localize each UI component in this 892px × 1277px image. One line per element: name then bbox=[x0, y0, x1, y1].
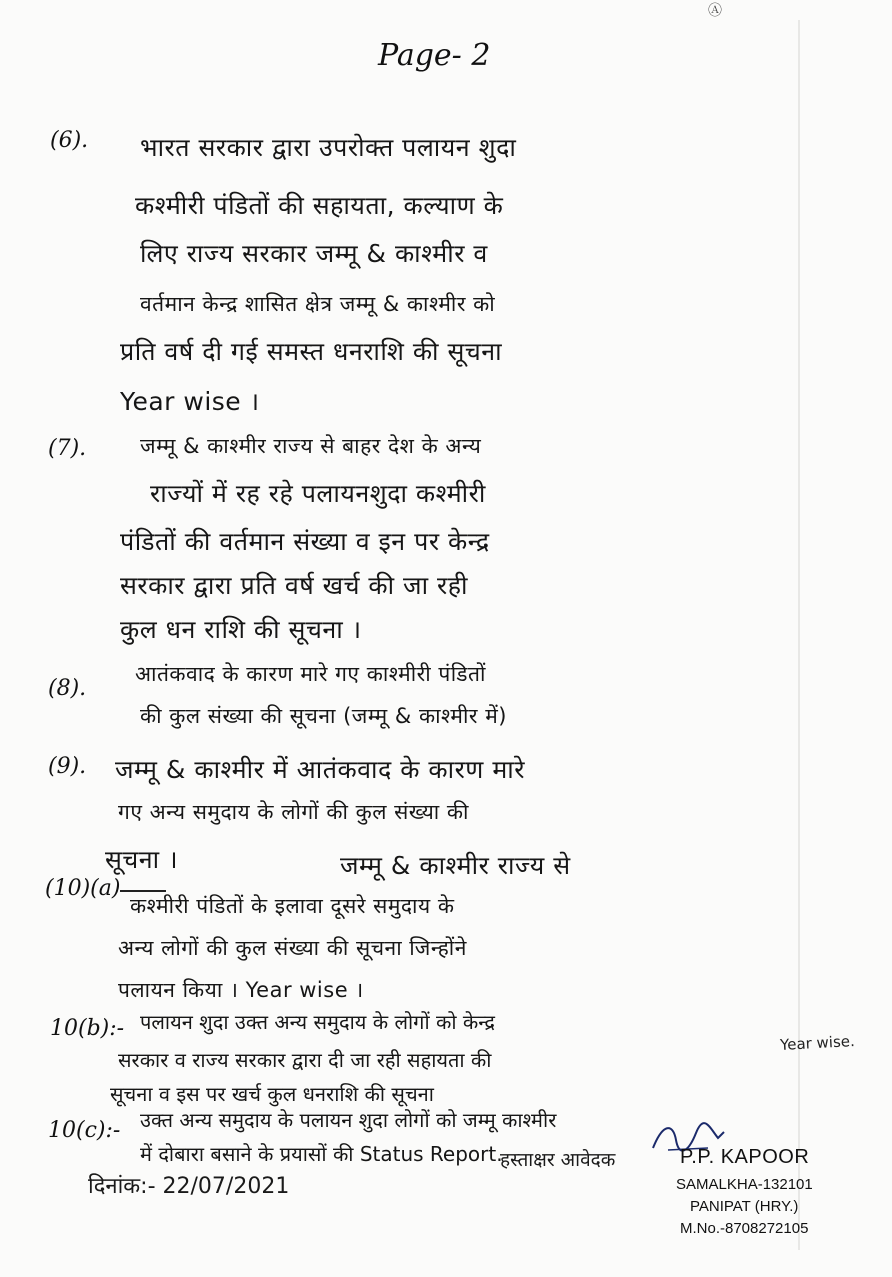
item-10a-line-2: कश्मीरी पंडितों के इलावा दूसरे समुदाय के bbox=[130, 894, 455, 918]
item-8-number: (8). bbox=[48, 676, 87, 701]
item-10a-line-1: जम्मू & काश्मीर राज्य से bbox=[340, 851, 571, 880]
item-10b-line-1: पलायन शुदा उक्त अन्य समुदाय के लोगों को केन्द्र bbox=[140, 1010, 496, 1034]
item-10a-number: (10)(a) bbox=[45, 876, 121, 901]
item-7-line-1: जम्मू & काश्मीर राज्य से बाहर देश के अन्य bbox=[140, 434, 482, 458]
item-6-line-1: भारत सरकार द्वारा उपरोक्त पलायन शुदा bbox=[140, 133, 517, 162]
address-line-2: PANIPAT (HRY.) bbox=[690, 1198, 799, 1215]
item-6-line-4: वर्तमान केन्द्र शासित क्षेत्र जम्मू & काश्मीर को bbox=[140, 292, 496, 316]
corner-mark: Ⓐ bbox=[708, 3, 722, 19]
item-8-line-1: आतंकवाद के कारण मारे गए काश्मीरी पंडितों bbox=[135, 662, 486, 686]
item-10c-line-1: उक्त अन्य समुदाय के पलायन शुदा लोगों को जम्मू काश्मीर bbox=[140, 1108, 557, 1132]
item-10c-line-2: में दोबारा बसाने के प्रयासों की Status Report. bbox=[140, 1142, 503, 1166]
address-line-1: SAMALKHA-132101 bbox=[676, 1176, 813, 1193]
item-6-line-5: प्रति वर्ष दी गई समस्त धनराशि की सूचना bbox=[120, 337, 503, 366]
item-6-line-3: लिए राज्य सरकार जम्मू & काश्मीर व bbox=[140, 239, 488, 268]
item-10b-line-2: सरकार व राज्य सरकार द्वारा दी जा रही सहायता की bbox=[118, 1048, 492, 1072]
signature-block bbox=[500, 1138, 840, 1248]
item-10b-line-3: सूचना व इस पर खर्च कुल धनराशि की सूचना bbox=[110, 1082, 434, 1106]
item-6-number: (6). bbox=[50, 128, 89, 153]
item-9-line-1: जम्मू & काश्मीर में आतंकवाद के कारण मारे bbox=[115, 755, 525, 784]
item-7-line-4: सरकार द्वारा प्रति वर्ष खर्च की जा रही bbox=[120, 571, 469, 600]
item-10b-side-note: Year wise. bbox=[779, 1032, 856, 1054]
item-10c-number: 10(c):- bbox=[48, 1118, 121, 1143]
item-9-number: (9). bbox=[48, 754, 87, 779]
item-10b-number: 10(b):- bbox=[50, 1016, 125, 1041]
applicant-name: P.P. KAPOOR bbox=[680, 1146, 810, 1168]
item-10a-line-3: अन्य लोगों की कुल संख्या की सूचना जिन्होंने bbox=[118, 936, 467, 960]
item-6-line-6: Year wise । bbox=[120, 387, 260, 416]
date: दिनांक:- 22/07/2021 bbox=[88, 1174, 290, 1199]
item-9-line-3: सूचना । bbox=[105, 845, 179, 874]
item-7-line-5: कुल धन राशि की सूचना । bbox=[120, 615, 362, 644]
page-edge-line bbox=[798, 20, 800, 1250]
page-title: Page- 2 bbox=[378, 38, 491, 73]
signature-label: हस्ताक्षर आवेदक bbox=[500, 1149, 616, 1171]
item-7-line-3: पंडितों की वर्तमान संख्या व इन पर केन्द्र bbox=[120, 527, 490, 556]
mobile-number: M.No.-8708272105 bbox=[680, 1220, 809, 1237]
item-8-line-2: की कुल संख्या की सूचना (जम्मू & काश्मीर में) bbox=[140, 704, 507, 728]
item-7-line-2: राज्यों में रह रहे पलायनशुदा कश्मीरी bbox=[150, 479, 486, 508]
item-9-line-2: गए अन्य समुदाय के लोगों की कुल संख्या की bbox=[118, 800, 469, 824]
item-6-line-2: कश्मीरी पंडितों की सहायता, कल्याण के bbox=[135, 191, 504, 220]
item-10a-line-4: पलायन किया । Year wise । bbox=[118, 978, 364, 1002]
item-7-number: (7). bbox=[48, 436, 87, 461]
